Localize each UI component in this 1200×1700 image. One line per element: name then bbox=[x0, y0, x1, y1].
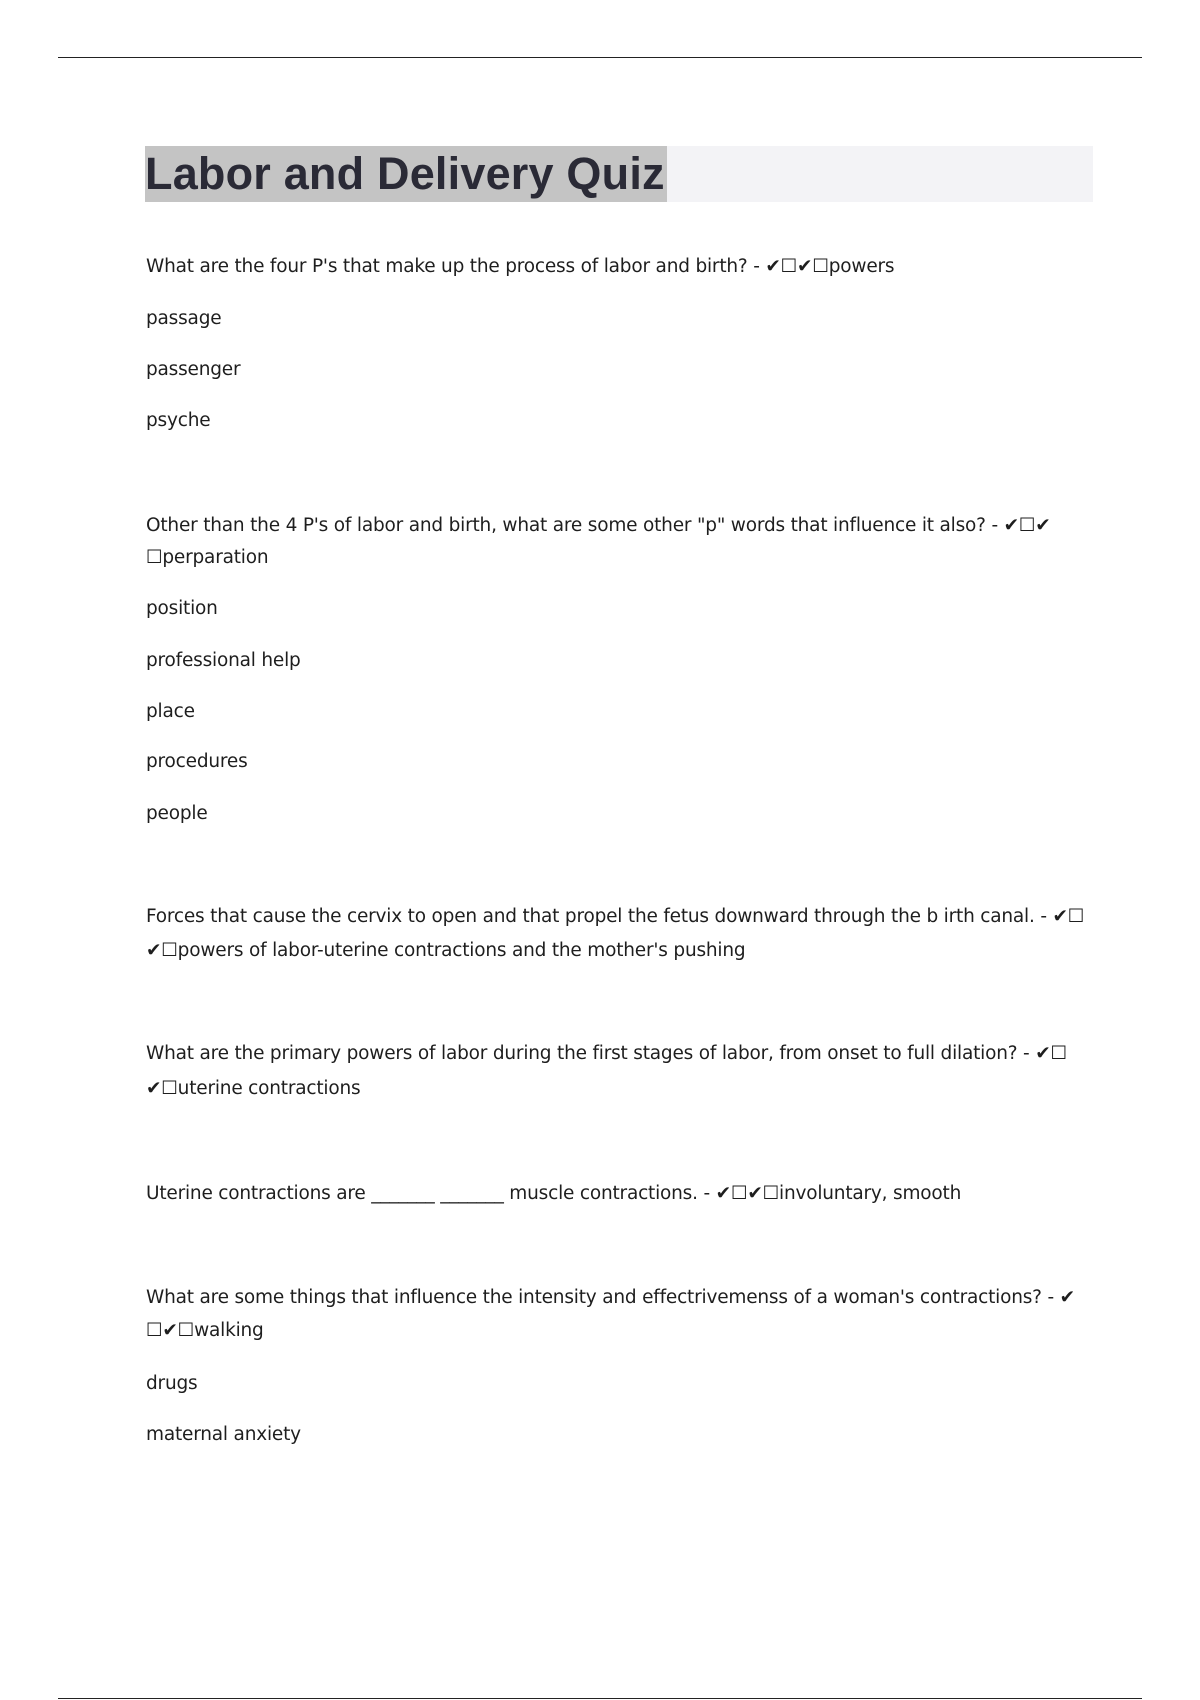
answer-line: place bbox=[146, 701, 195, 722]
question-2: Other than the 4 P's of labor and birth, what are some other "p" words that influence it also? - ✔☐✔ bbox=[146, 515, 1051, 536]
answer-line: passenger bbox=[146, 359, 241, 380]
answer-line: ☐✔☐walking bbox=[146, 1320, 264, 1341]
answer-line: position bbox=[146, 598, 218, 619]
answer-line: people bbox=[146, 803, 208, 824]
answer-line: ☐perparation bbox=[146, 547, 269, 568]
answer-line: ✔☐powers of labor-uterine contractions and the mother's pushing bbox=[146, 940, 746, 961]
answer-line: passage bbox=[146, 308, 222, 329]
answer-line: psyche bbox=[146, 410, 211, 431]
question-5: Uterine contractions are _______ _______ muscle contractions. - ✔☐✔☐involuntary, smooth bbox=[146, 1183, 962, 1204]
page-title: Labor and Delivery Quiz bbox=[145, 146, 667, 202]
answer-line: procedures bbox=[146, 751, 248, 772]
top-rule bbox=[58, 57, 1142, 58]
bottom-rule bbox=[58, 1698, 1142, 1699]
answer-line: professional help bbox=[146, 650, 301, 671]
question-3: Forces that cause the cervix to open and that propel the fetus downward through the b irth canal. - ✔☐ bbox=[146, 906, 1085, 927]
question-4: What are the primary powers of labor during the first stages of labor, from onset to full dilation? - ✔☐ bbox=[146, 1043, 1067, 1064]
answer-line: maternal anxiety bbox=[146, 1424, 301, 1445]
question-6: What are some things that influence the intensity and effectrivemenss of a woman's contractions? - ✔ bbox=[146, 1287, 1075, 1308]
answer-line: drugs bbox=[146, 1373, 198, 1394]
answer-line: ✔☐uterine contractions bbox=[146, 1078, 361, 1099]
question-1: What are the four P's that make up the process of labor and birth? - ✔☐✔☐powers bbox=[146, 256, 895, 277]
